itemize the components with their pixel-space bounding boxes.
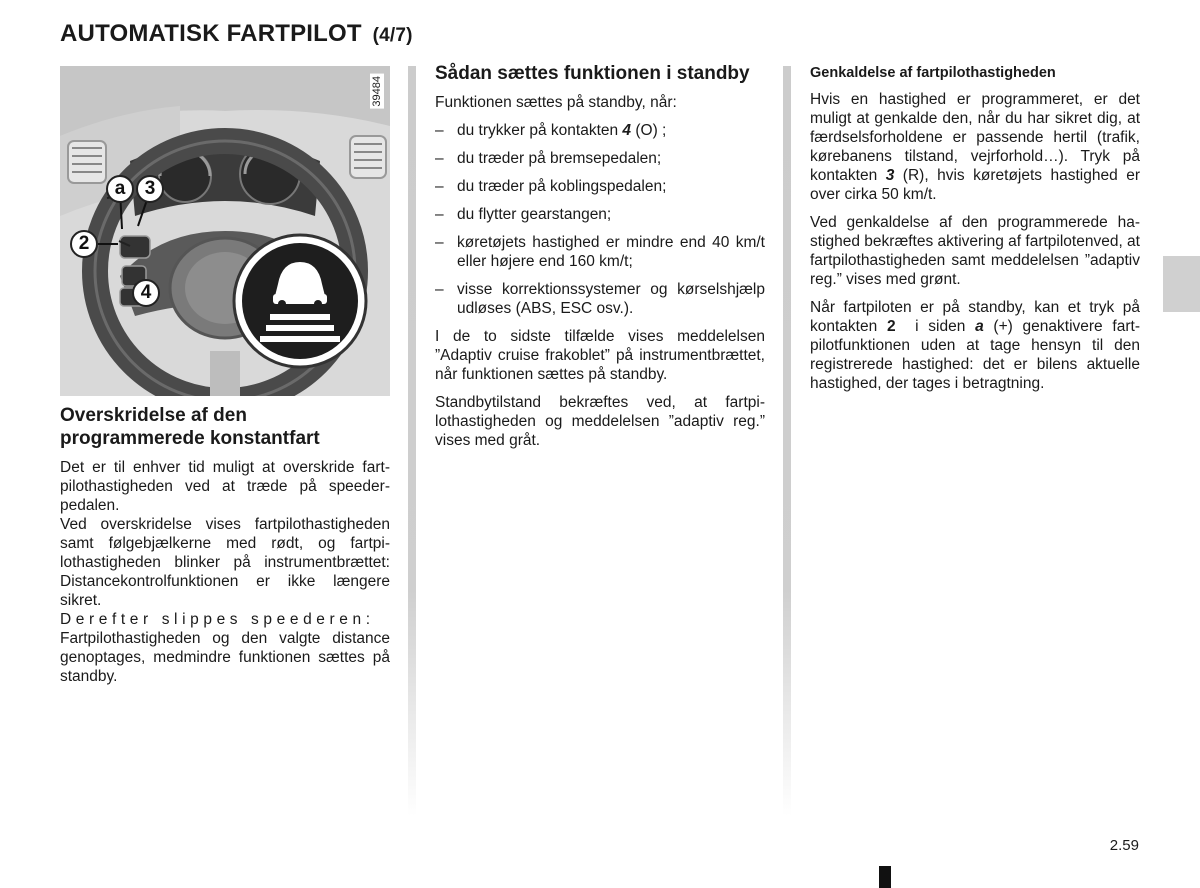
list-item	[435, 121, 765, 140]
paragraph: Det er til enhver tid muligt at overskride fartpilothastigheden ved at træde på speederpedalen.	[60, 459, 390, 514]
paragraph	[810, 298, 1140, 393]
steering-wheel-illustration	[60, 66, 390, 396]
callout-4: 4	[132, 279, 160, 307]
dash-mark: –	[435, 234, 444, 251]
paragraph-text: (R), hvis køretøjets hastighed er over cirka 50 km/t.	[810, 167, 1140, 203]
middle-column	[435, 62, 765, 459]
paragraph-text: (+) genaktivere fartpilotfunktionen uden at tage hensyn til den registrerede hastighed: det er bilens aktuelle hastighed, der tages i betragtning.	[810, 318, 1140, 392]
dash-mark: –	[435, 206, 444, 223]
list-item-text: du træder på koblingspedalen;	[457, 178, 667, 195]
paragraph: Standbytilstand bekræftes ved, at fartpilothastigheden og meddelelsen ”adaptiv reg.” vises med gråt.	[435, 394, 765, 449]
dash-mark: –	[435, 150, 444, 167]
column-separator	[783, 66, 791, 816]
list-item-text: du flytter gearstangen;	[457, 206, 612, 223]
list-item	[435, 280, 765, 318]
section-heading-standby: Sådan sættes funktionen i standby	[435, 63, 750, 84]
page-number: 2.59	[1109, 837, 1139, 854]
page-indicator: (4/7)	[372, 25, 413, 46]
paragraph	[810, 90, 1140, 204]
list-item	[435, 177, 765, 196]
list-item	[435, 233, 765, 271]
paragraph: Ved genkaldelse af den programmerede hastighed bekræftes aktivering af fartpilotenved, at fartpilothastigheden samt meddelelsen ”adaptiv reg.” vises med grønt.	[810, 214, 1140, 288]
reference-number: 2	[886, 318, 896, 335]
list-item-text: du træder på bremsepedalen;	[457, 150, 662, 167]
paragraph-text: Fartpilothastigheden og den valgte distance genoptages, medmindre funktionen sættes på standby.	[60, 630, 390, 685]
list-item	[435, 149, 765, 168]
dash-mark: –	[435, 122, 444, 139]
list-item-text: visse korrektionssystemer og kørselshjælp udløses (ABS, ESC osv.).	[457, 281, 765, 317]
figure-number: 39484	[371, 76, 383, 107]
paragraph-text: Når fartpiloten er på standby, kan et tryk på kontakten	[810, 299, 1140, 335]
callout-a: a	[106, 175, 134, 203]
paragraph-text: Hvis en hastighed er programmeret, er det muligt at genkalde den, når du har sikret dig, at færdselsforholdene er passende hertil (trafik, kørebanens tilstand, vejrforhold…). Tryk på kontakten	[810, 91, 1140, 184]
standby-conditions-list	[435, 121, 765, 318]
paragraph: Funktionen sættes på standby, når:	[435, 94, 677, 111]
reference-letter: a	[975, 318, 984, 335]
paragraph-text: i siden	[895, 318, 976, 335]
spaced-text: Derefter slippes speederen:	[60, 611, 375, 628]
chapter-thumb-tab	[1163, 256, 1200, 312]
reference-number: 3	[885, 167, 895, 184]
right-column	[810, 63, 1140, 402]
steering-wheel-figure	[60, 66, 390, 396]
page-title	[60, 20, 413, 48]
paragraph: I de to sidste tilfælde vises meddelelsen ”Adaptiv cruise frakoblet” på instrumentbrættet, når funktionen sættes på standby.	[435, 328, 765, 383]
section-heading-override: Overskridelse af den programmerede konstantfart	[60, 405, 320, 449]
callout-2: 2	[70, 230, 98, 258]
paragraph	[60, 610, 390, 686]
callout-3: 3	[136, 175, 164, 203]
print-cut-mark	[879, 866, 891, 888]
section-heading-recall: Genkaldelse af fartpilothastigheden	[810, 65, 1056, 81]
list-item-text: køretøjets hastighed er mindre end 40 km/t eller højere end 160 km/t;	[457, 234, 765, 270]
list-item-text: du trykker på kontakten	[457, 122, 623, 139]
list-item	[435, 205, 765, 224]
reference-number: 4	[622, 122, 632, 139]
page-title-text: AUTOMATISK FARTPILOT	[60, 20, 362, 47]
column-separator	[408, 66, 416, 816]
dash-mark: –	[435, 281, 444, 298]
left-column	[60, 66, 390, 686]
paragraph: Ved overskridelse vises fartpilothastigheden samt følgebjælkerne med rødt, og fartpilothastigheden blinker på instrumentbrættet: Distancekontrolfunktionen er ikke længere sikret.	[60, 516, 390, 609]
dash-mark: –	[435, 178, 444, 195]
list-item-text: (O) ;	[631, 122, 667, 139]
